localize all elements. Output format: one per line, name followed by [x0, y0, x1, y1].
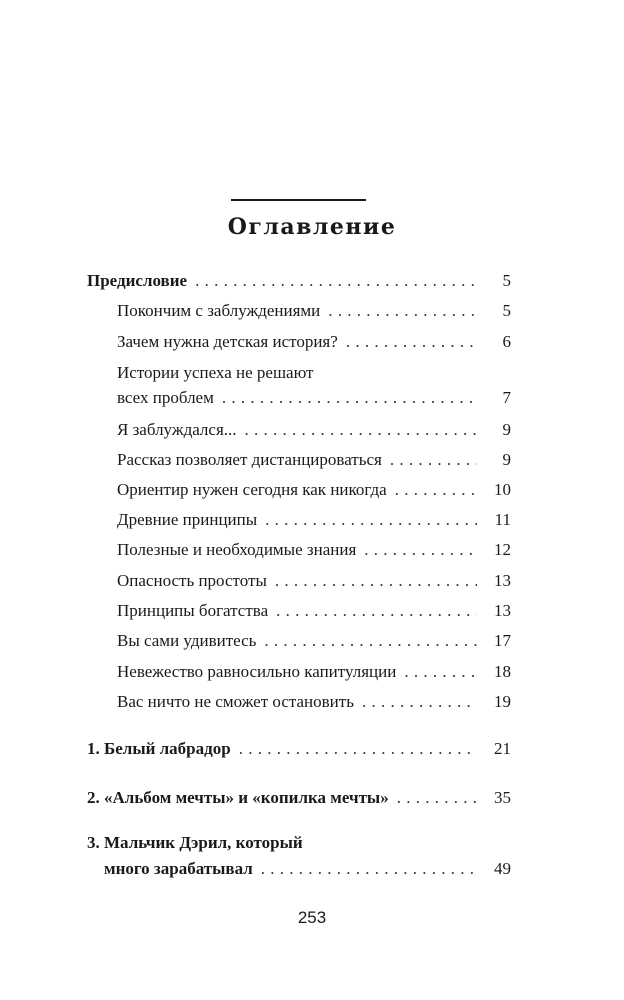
toc-entry-page: 9	[502, 420, 511, 439]
toc-leader-dots	[195, 270, 477, 292]
toc-entry	[117, 661, 511, 683]
toc-chapter	[87, 787, 511, 809]
toc-entry	[117, 539, 511, 561]
toc-leader-dots	[264, 630, 477, 652]
toc-leader-dots	[362, 691, 477, 713]
toc-chapter-label: много зарабатывал	[104, 859, 253, 878]
toc-leader-dots	[276, 600, 477, 622]
title-rule	[231, 199, 366, 201]
toc-entry-label: Ориентир нужен сегодня как никогда	[117, 480, 387, 499]
toc-chapter-page: 49	[494, 859, 511, 878]
toc-entry-label: Я заблуждался...	[117, 420, 237, 439]
toc-entry-page: 5	[502, 271, 511, 290]
toc-entry	[117, 630, 511, 652]
toc-chapter	[87, 738, 511, 760]
toc-leader-dots	[364, 539, 477, 561]
toc-entry	[117, 449, 511, 471]
toc-entry-label: Вас ничто не сможет остановить	[117, 692, 354, 711]
toc-entry-label: Полезные и необходимые знания	[117, 540, 357, 559]
toc-entry	[117, 300, 511, 322]
toc-leader-dots	[346, 331, 477, 353]
toc-entry-label: Покончим с заблуждениями	[117, 301, 321, 320]
toc-entry-label: всех проблем	[117, 388, 214, 407]
toc-leader-dots	[261, 858, 477, 880]
toc-entry-page: 18	[494, 662, 511, 681]
toc-entry-label: Рассказ позволяет дистанцироваться	[117, 450, 382, 469]
toc-leader-dots	[265, 509, 477, 531]
toc-entry-page: 5	[502, 301, 511, 320]
toc-entry-page: 11	[494, 510, 511, 529]
toc-entry-page: 9	[502, 450, 511, 469]
toc-entry	[117, 691, 511, 713]
toc-leader-dots	[390, 449, 477, 471]
toc-leader-dots	[404, 661, 477, 683]
page-number: 253	[297, 908, 327, 927]
toc-chapter-label: 1. Белый лабрадор	[87, 739, 231, 758]
toc-chapter	[104, 858, 511, 880]
toc-entry-page: 10	[494, 480, 511, 499]
toc-entry-page: 7	[502, 388, 511, 407]
toc-entry-label: Предисловие	[87, 271, 188, 290]
toc-entry-label: Зачем нужна детская история?	[117, 332, 338, 351]
toc-entry-page: 12	[494, 540, 511, 559]
toc-entry	[117, 570, 511, 592]
toc-entry-label: Опасность простоты	[117, 571, 267, 590]
toc-leader-dots	[395, 479, 477, 501]
toc-entry-label: Невежество равносильно капитуляции	[117, 662, 397, 681]
toc-entry	[117, 331, 511, 353]
toc-entry	[117, 600, 511, 622]
toc-entry-page: 17	[494, 631, 511, 650]
toc-entry-page: 19	[494, 692, 511, 711]
toc-entry	[117, 509, 511, 531]
toc-entry	[117, 419, 511, 441]
toc-entry	[117, 387, 511, 409]
toc-entry-page: 6	[502, 332, 511, 351]
toc-entry-label-line1: Истории успеха не решают	[117, 363, 314, 382]
toc-leader-dots	[397, 787, 477, 809]
toc-leader-dots	[328, 300, 477, 322]
toc-chapter-label-line1: 3. Мальчик Дэрил, который	[87, 833, 303, 852]
toc-leader-dots	[239, 738, 477, 760]
toc-chapter-label: 2. «Альбом мечты» и «копилка мечты»	[87, 788, 389, 807]
page-title: Оглавление	[227, 214, 397, 240]
toc-entry-label: Древние принципы	[117, 510, 258, 529]
toc-leader-dots	[275, 570, 477, 592]
toc-chapter-page: 35	[494, 788, 511, 807]
toc-entry-label: Вы сами удивитесь	[117, 631, 257, 650]
toc-entry-page: 13	[494, 571, 511, 590]
toc-entry-label: Принципы богатства	[117, 601, 269, 620]
toc-leader-dots	[222, 387, 477, 409]
toc-chapter-page: 21	[494, 739, 511, 758]
toc-leader-dots	[245, 419, 477, 441]
toc-entry-preface	[87, 270, 511, 292]
toc-entry	[117, 479, 511, 501]
toc-entry-page: 13	[494, 601, 511, 620]
